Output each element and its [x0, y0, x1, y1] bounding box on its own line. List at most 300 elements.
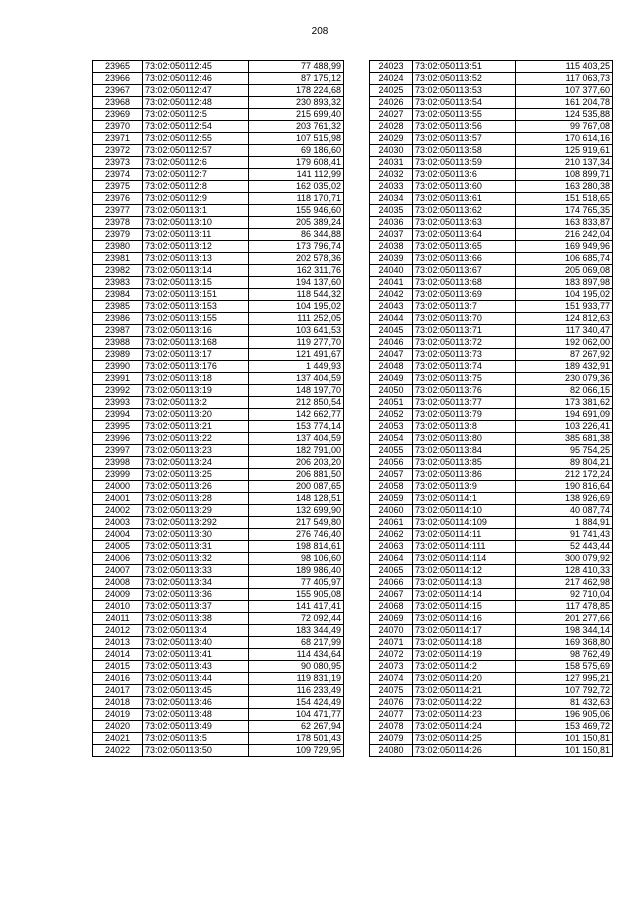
- amount-cell: 137 404,59: [249, 373, 344, 385]
- table-row: [370, 637, 613, 649]
- amount-cell: 210 137,34: [516, 157, 613, 169]
- table-row: [370, 349, 613, 361]
- table-row: [93, 73, 344, 85]
- table-row: [93, 157, 344, 169]
- amount-cell: 117 340,47: [516, 325, 613, 337]
- cadastral-number-cell: 73:02:050112:45: [143, 61, 249, 73]
- row-number-cell: 24050: [370, 385, 413, 397]
- amount-cell: 107 515,98: [249, 133, 344, 145]
- table-row: [370, 241, 613, 253]
- amount-cell: 189 432,91: [516, 361, 613, 373]
- row-number-cell: 24065: [370, 565, 413, 577]
- cadastral-number-cell: 73:02:050112:6: [143, 157, 249, 169]
- amount-cell: 52 443,44: [516, 541, 613, 553]
- cadastral-number-cell: 73:02:050112:48: [143, 97, 249, 109]
- cadastral-number-cell: 73:02:050113:32: [143, 553, 249, 565]
- table-row: [93, 553, 344, 565]
- table-row: [370, 97, 613, 109]
- table-row: [370, 673, 613, 685]
- row-number-cell: 23984: [93, 289, 143, 301]
- amount-cell: 104 471,77: [249, 709, 344, 721]
- amount-cell: 137 404,59: [249, 433, 344, 445]
- cadastral-number-cell: 73:02:050113:69: [413, 289, 516, 301]
- table-row: [93, 109, 344, 121]
- amount-cell: 72 092,44: [249, 613, 344, 625]
- row-number-cell: 24067: [370, 589, 413, 601]
- cadastral-number-cell: 73:02:050113:51: [413, 61, 516, 73]
- cadastral-number-cell: 73:02:050113:77: [413, 397, 516, 409]
- table-row: [93, 649, 344, 661]
- amount-cell: 141 417,41: [249, 601, 344, 613]
- row-number-cell: 24053: [370, 421, 413, 433]
- table-row: [370, 445, 613, 457]
- row-number-cell: 24030: [370, 145, 413, 157]
- table-row: [370, 133, 613, 145]
- table-row: [370, 421, 613, 433]
- cadastral-number-cell: 73:02:050112:8: [143, 181, 249, 193]
- amount-cell: 82 066,15: [516, 385, 613, 397]
- table-row: [93, 145, 344, 157]
- data-table-left: [92, 60, 344, 757]
- table-row: [370, 517, 613, 529]
- row-number-cell: 24076: [370, 697, 413, 709]
- cadastral-number-cell: 73:02:050113:65: [413, 241, 516, 253]
- table-row: [370, 229, 613, 241]
- cadastral-number-cell: 73:02:050113:20: [143, 409, 249, 421]
- cadastral-number-cell: 73:02:050113:49: [143, 721, 249, 733]
- cadastral-number-cell: 73:02:050113:8: [413, 421, 516, 433]
- cadastral-number-cell: 73:02:050112:5: [143, 109, 249, 121]
- table-row: [370, 61, 613, 73]
- amount-cell: 169 368,80: [516, 637, 613, 649]
- table-row: [93, 601, 344, 613]
- cadastral-number-cell: 73:02:050113:75: [413, 373, 516, 385]
- row-number-cell: 24061: [370, 517, 413, 529]
- cadastral-number-cell: 73:02:050112:9: [143, 193, 249, 205]
- row-number-cell: 23998: [93, 457, 143, 469]
- table-row: [370, 649, 613, 661]
- amount-cell: 101 150,81: [516, 745, 613, 757]
- row-number-cell: 23996: [93, 433, 143, 445]
- table-row: [93, 289, 344, 301]
- table-row: [370, 625, 613, 637]
- amount-cell: 217 462,98: [516, 577, 613, 589]
- table-row: [93, 541, 344, 553]
- amount-cell: 385 681,38: [516, 433, 613, 445]
- row-number-cell: 23993: [93, 397, 143, 409]
- row-number-cell: 23981: [93, 253, 143, 265]
- table-row: [370, 565, 613, 577]
- cadastral-number-cell: 73:02:050113:62: [413, 205, 516, 217]
- amount-cell: 117 063,73: [516, 73, 613, 85]
- table-row: [370, 181, 613, 193]
- amount-cell: 198 344,14: [516, 625, 613, 637]
- cadastral-number-cell: 73:02:050114:25: [413, 733, 516, 745]
- table-row: [93, 457, 344, 469]
- cadastral-number-cell: 73:02:050113:30: [143, 529, 249, 541]
- row-number-cell: 23997: [93, 445, 143, 457]
- amount-cell: 178 501,43: [249, 733, 344, 745]
- table-row: [93, 85, 344, 97]
- table-row: [370, 217, 613, 229]
- table-row: [370, 385, 613, 397]
- table-row: [370, 529, 613, 541]
- row-number-cell: 24000: [93, 481, 143, 493]
- table-row: [93, 421, 344, 433]
- amount-cell: 151 933,77: [516, 301, 613, 313]
- cadastral-number-cell: 73:02:050113:5: [143, 733, 249, 745]
- amount-cell: 170 614,16: [516, 133, 613, 145]
- amount-cell: 153 469,72: [516, 721, 613, 733]
- amount-cell: 108 899,71: [516, 169, 613, 181]
- amount-cell: 77 405,97: [249, 577, 344, 589]
- cadastral-number-cell: 73:02:050114:17: [413, 625, 516, 637]
- row-number-cell: 24024: [370, 73, 413, 85]
- row-number-cell: 24022: [93, 745, 143, 757]
- table-row: [370, 301, 613, 313]
- cadastral-number-cell: 73:02:050112:55: [143, 133, 249, 145]
- table-row: [93, 361, 344, 373]
- row-number-cell: 24028: [370, 121, 413, 133]
- row-number-cell: 24075: [370, 685, 413, 697]
- row-number-cell: 24044: [370, 313, 413, 325]
- row-number-cell: 24058: [370, 481, 413, 493]
- table-row: [370, 157, 613, 169]
- table-row: [370, 193, 613, 205]
- cadastral-number-cell: 73:02:050113:52: [413, 73, 516, 85]
- cadastral-number-cell: 73:02:050113:29: [143, 505, 249, 517]
- row-number-cell: 24025: [370, 85, 413, 97]
- amount-cell: 190 816,64: [516, 481, 613, 493]
- cadastral-number-cell: 73:02:050114:114: [413, 553, 516, 565]
- amount-cell: 173 796,74: [249, 241, 344, 253]
- cadastral-number-cell: 73:02:050114:16: [413, 613, 516, 625]
- cadastral-number-cell: 73:02:050114:24: [413, 721, 516, 733]
- amount-cell: 169 949,96: [516, 241, 613, 253]
- amount-cell: 158 575,69: [516, 661, 613, 673]
- cadastral-number-cell: 73:02:050114:111: [413, 541, 516, 553]
- row-number-cell: 24038: [370, 241, 413, 253]
- table-row: [93, 229, 344, 241]
- row-number-cell: 24015: [93, 661, 143, 673]
- row-number-cell: 24062: [370, 529, 413, 541]
- row-number-cell: 24009: [93, 589, 143, 601]
- cadastral-number-cell: 73:02:050113:73: [413, 349, 516, 361]
- table-row: [370, 205, 613, 217]
- cadastral-number-cell: 73:02:050112:47: [143, 85, 249, 97]
- amount-cell: 162 035,02: [249, 181, 344, 193]
- row-number-cell: 23990: [93, 361, 143, 373]
- cadastral-number-cell: 73:02:050114:22: [413, 697, 516, 709]
- row-number-cell: 24069: [370, 613, 413, 625]
- cadastral-number-cell: 73:02:050113:151: [143, 289, 249, 301]
- table-row: [93, 445, 344, 457]
- cadastral-number-cell: 73:02:050113:4: [143, 625, 249, 637]
- cadastral-number-cell: 73:02:050113:74: [413, 361, 516, 373]
- amount-cell: 198 814,61: [249, 541, 344, 553]
- row-number-cell: 23974: [93, 169, 143, 181]
- amount-cell: 116 233,49: [249, 685, 344, 697]
- cadastral-number-cell: 73:02:050113:70: [413, 313, 516, 325]
- table-body-left: [93, 61, 344, 757]
- row-number-cell: 23994: [93, 409, 143, 421]
- row-number-cell: 24029: [370, 133, 413, 145]
- amount-cell: 1 449,93: [249, 361, 344, 373]
- table-row: [93, 409, 344, 421]
- amount-cell: 173 381,62: [516, 397, 613, 409]
- amount-cell: 106 685,74: [516, 253, 613, 265]
- row-number-cell: 24017: [93, 685, 143, 697]
- row-number-cell: 24046: [370, 337, 413, 349]
- cadastral-number-cell: 73:02:050113:17: [143, 349, 249, 361]
- cadastral-number-cell: 73:02:050113:23: [143, 445, 249, 457]
- table-row: [370, 109, 613, 121]
- amount-cell: 95 754,25: [516, 445, 613, 457]
- cadastral-number-cell: 73:02:050113:84: [413, 445, 516, 457]
- cadastral-number-cell: 73:02:050113:1: [143, 205, 249, 217]
- table-row: [370, 505, 613, 517]
- amount-cell: 200 087,65: [249, 481, 344, 493]
- row-number-cell: 23995: [93, 421, 143, 433]
- table-row: [370, 697, 613, 709]
- cadastral-number-cell: 73:02:050113:40: [143, 637, 249, 649]
- amount-cell: 148 197,70: [249, 385, 344, 397]
- table-row: [93, 241, 344, 253]
- row-number-cell: 24034: [370, 193, 413, 205]
- table-row: [93, 697, 344, 709]
- table-row: [370, 721, 613, 733]
- row-number-cell: 24073: [370, 661, 413, 673]
- cadastral-number-cell: 73:02:050114:13: [413, 577, 516, 589]
- row-number-cell: 23976: [93, 193, 143, 205]
- amount-cell: 121 491,67: [249, 349, 344, 361]
- table-row: [370, 457, 613, 469]
- row-number-cell: 24040: [370, 265, 413, 277]
- page-number: 208: [311, 26, 329, 37]
- row-number-cell: 24068: [370, 601, 413, 613]
- row-number-cell: 24020: [93, 721, 143, 733]
- amount-cell: 81 432,63: [516, 697, 613, 709]
- table-row: [370, 337, 613, 349]
- cadastral-number-cell: 73:02:050113:58: [413, 145, 516, 157]
- cadastral-number-cell: 73:02:050113:36: [143, 589, 249, 601]
- row-number-cell: 24066: [370, 577, 413, 589]
- amount-cell: 155 905,08: [249, 589, 344, 601]
- table-row: [370, 277, 613, 289]
- cadastral-number-cell: 73:02:050113:18: [143, 373, 249, 385]
- cadastral-number-cell: 73:02:050113:292: [143, 517, 249, 529]
- cadastral-number-cell: 73:02:050113:6: [413, 169, 516, 181]
- table-row: [370, 733, 613, 745]
- amount-cell: 111 252,05: [249, 313, 344, 325]
- amount-cell: 86 344,88: [249, 229, 344, 241]
- cadastral-number-cell: 73:02:050113:60: [413, 181, 516, 193]
- cadastral-number-cell: 73:02:050113:59: [413, 157, 516, 169]
- amount-cell: 206 881,50: [249, 469, 344, 481]
- cadastral-number-cell: 73:02:050114:20: [413, 673, 516, 685]
- amount-cell: 138 926,69: [516, 493, 613, 505]
- cadastral-number-cell: 73:02:050113:34: [143, 577, 249, 589]
- row-number-cell: 23972: [93, 145, 143, 157]
- row-number-cell: 24047: [370, 349, 413, 361]
- cadastral-number-cell: 73:02:050113:16: [143, 325, 249, 337]
- cadastral-number-cell: 73:02:050112:57: [143, 145, 249, 157]
- table-row: [93, 505, 344, 517]
- table-row: [370, 469, 613, 481]
- row-number-cell: 23978: [93, 217, 143, 229]
- row-number-cell: 24011: [93, 613, 143, 625]
- row-number-cell: 24031: [370, 157, 413, 169]
- cadastral-number-cell: 73:02:050112:7: [143, 169, 249, 181]
- cadastral-number-cell: 73:02:050112:54: [143, 121, 249, 133]
- table-row: [370, 325, 613, 337]
- cadastral-number-cell: 73:02:050113:61: [413, 193, 516, 205]
- amount-cell: 117 478,85: [516, 601, 613, 613]
- amount-cell: 69 186,60: [249, 145, 344, 157]
- row-number-cell: 24036: [370, 217, 413, 229]
- row-number-cell: 23970: [93, 121, 143, 133]
- row-number-cell: 24057: [370, 469, 413, 481]
- amount-cell: 153 774,14: [249, 421, 344, 433]
- table-row: [93, 97, 344, 109]
- cadastral-number-cell: 73:02:050114:109: [413, 517, 516, 529]
- cadastral-number-cell: 73:02:050113:80: [413, 433, 516, 445]
- amount-cell: 40 087,74: [516, 505, 613, 517]
- row-number-cell: 24003: [93, 517, 143, 529]
- amount-cell: 91 741,43: [516, 529, 613, 541]
- cadastral-number-cell: 73:02:050113:24: [143, 457, 249, 469]
- row-number-cell: 24018: [93, 697, 143, 709]
- amount-cell: 127 995,21: [516, 673, 613, 685]
- amount-cell: 90 080,95: [249, 661, 344, 673]
- row-number-cell: 23987: [93, 325, 143, 337]
- table-row: [370, 265, 613, 277]
- amount-cell: 132 699,90: [249, 505, 344, 517]
- row-number-cell: 23971: [93, 133, 143, 145]
- row-number-cell: 23975: [93, 181, 143, 193]
- table-row: [93, 181, 344, 193]
- amount-cell: 206 203,20: [249, 457, 344, 469]
- amount-cell: 154 424,49: [249, 697, 344, 709]
- row-number-cell: 23988: [93, 337, 143, 349]
- table-row: [93, 733, 344, 745]
- table-row: [93, 433, 344, 445]
- amount-cell: 155 946,60: [249, 205, 344, 217]
- cadastral-number-cell: 73:02:050113:13: [143, 253, 249, 265]
- table-row: [370, 661, 613, 673]
- table-row: [370, 73, 613, 85]
- cadastral-number-cell: 73:02:050113:25: [143, 469, 249, 481]
- cadastral-number-cell: 73:02:050113:66: [413, 253, 516, 265]
- cadastral-number-cell: 73:02:050113:72: [413, 337, 516, 349]
- row-number-cell: 23965: [93, 61, 143, 73]
- cadastral-number-cell: 73:02:050113:21: [143, 421, 249, 433]
- table-row: [93, 517, 344, 529]
- amount-cell: 215 699,40: [249, 109, 344, 121]
- row-number-cell: 23969: [93, 109, 143, 121]
- row-number-cell: 24060: [370, 505, 413, 517]
- row-number-cell: 24055: [370, 445, 413, 457]
- amount-cell: 124 812,63: [516, 313, 613, 325]
- amount-cell: 205 389,24: [249, 217, 344, 229]
- cadastral-number-cell: 73:02:050113:56: [413, 121, 516, 133]
- cadastral-number-cell: 73:02:050113:45: [143, 685, 249, 697]
- cadastral-number-cell: 73:02:050113:31: [143, 541, 249, 553]
- cadastral-number-cell: 73:02:050113:85: [413, 457, 516, 469]
- row-number-cell: 24043: [370, 301, 413, 313]
- row-number-cell: 24070: [370, 625, 413, 637]
- amount-cell: 194 691,09: [516, 409, 613, 421]
- cadastral-number-cell: 73:02:050113:38: [143, 613, 249, 625]
- table-row: [370, 313, 613, 325]
- row-number-cell: 24052: [370, 409, 413, 421]
- table-row: [370, 289, 613, 301]
- cadastral-number-cell: 73:02:050113:22: [143, 433, 249, 445]
- amount-cell: 203 761,32: [249, 121, 344, 133]
- cadastral-number-cell: 73:02:050114:21: [413, 685, 516, 697]
- row-number-cell: 24023: [370, 61, 413, 73]
- row-number-cell: 24021: [93, 733, 143, 745]
- cadastral-number-cell: 73:02:050113:41: [143, 649, 249, 661]
- row-number-cell: 24012: [93, 625, 143, 637]
- amount-cell: 161 204,78: [516, 97, 613, 109]
- amount-cell: 205 069,08: [516, 265, 613, 277]
- row-number-cell: 23985: [93, 301, 143, 313]
- amount-cell: 192 062,00: [516, 337, 613, 349]
- amount-cell: 183 897,98: [516, 277, 613, 289]
- table-row: [93, 133, 344, 145]
- row-number-cell: 24048: [370, 361, 413, 373]
- table-row: [93, 721, 344, 733]
- table-row: [93, 565, 344, 577]
- row-number-cell: 24071: [370, 637, 413, 649]
- table-row: [93, 529, 344, 541]
- cadastral-number-cell: 73:02:050113:76: [413, 385, 516, 397]
- amount-cell: 109 729,95: [249, 745, 344, 757]
- amount-cell: 119 831,19: [249, 673, 344, 685]
- amount-cell: 103 641,53: [249, 325, 344, 337]
- cadastral-number-cell: 73:02:050113:71: [413, 325, 516, 337]
- row-number-cell: 24007: [93, 565, 143, 577]
- table-row: [93, 589, 344, 601]
- cadastral-number-cell: 73:02:050114:14: [413, 589, 516, 601]
- row-number-cell: 23992: [93, 385, 143, 397]
- cadastral-number-cell: 73:02:050114:26: [413, 745, 516, 757]
- amount-cell: 182 791,00: [249, 445, 344, 457]
- cadastral-number-cell: 73:02:050112:46: [143, 73, 249, 85]
- cadastral-number-cell: 73:02:050113:26: [143, 481, 249, 493]
- amount-cell: 87 267,92: [516, 349, 613, 361]
- cadastral-number-cell: 73:02:050113:10: [143, 217, 249, 229]
- amount-cell: 1 884,91: [516, 517, 613, 529]
- amount-cell: 118 544,32: [249, 289, 344, 301]
- row-number-cell: 24014: [93, 649, 143, 661]
- amount-cell: 163 280,38: [516, 181, 613, 193]
- cadastral-number-cell: 73:02:050113:79: [413, 409, 516, 421]
- cadastral-number-cell: 73:02:050114:10: [413, 505, 516, 517]
- cadastral-number-cell: 73:02:050113:12: [143, 241, 249, 253]
- table-row: [93, 337, 344, 349]
- row-number-cell: 24001: [93, 493, 143, 505]
- cadastral-number-cell: 73:02:050113:176: [143, 361, 249, 373]
- cadastral-number-cell: 73:02:050114:11: [413, 529, 516, 541]
- cadastral-number-cell: 73:02:050113:33: [143, 565, 249, 577]
- amount-cell: 212 172,24: [516, 469, 613, 481]
- table-row: [370, 709, 613, 721]
- row-number-cell: 24035: [370, 205, 413, 217]
- table-row: [93, 205, 344, 217]
- row-number-cell: 24026: [370, 97, 413, 109]
